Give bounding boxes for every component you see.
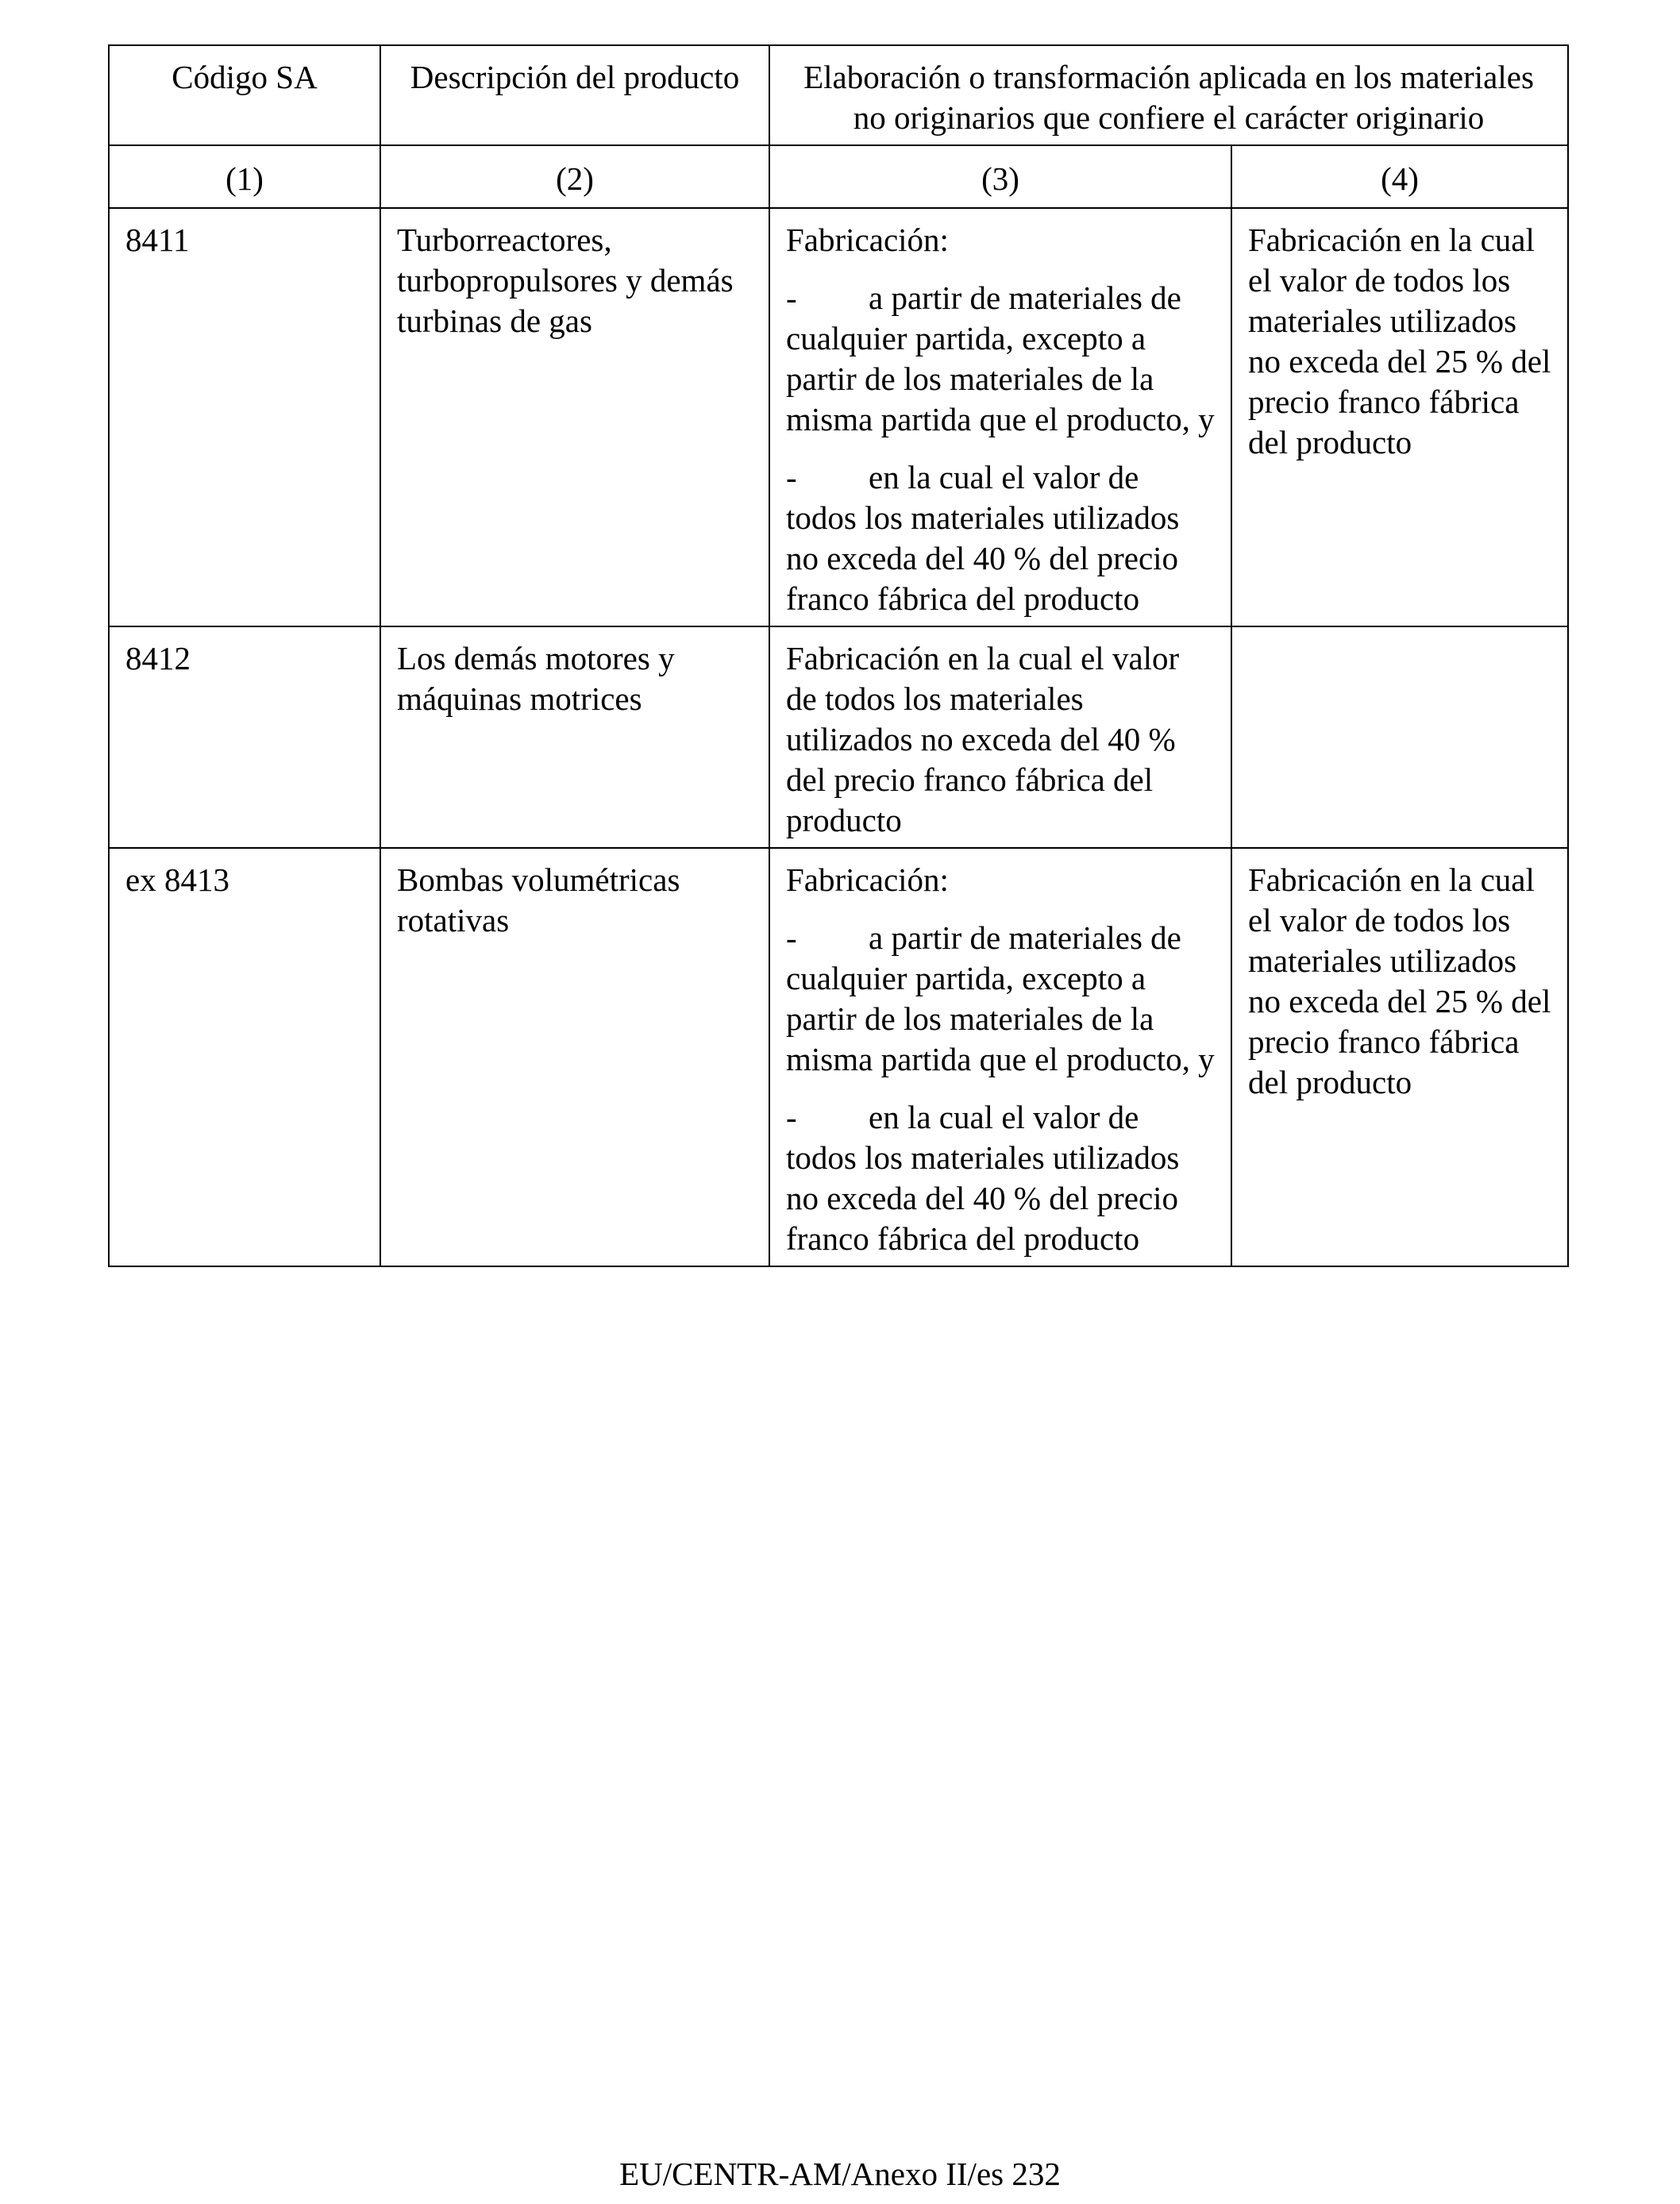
table-row (109, 848, 1568, 1266)
product-description-cell: Bombas volumétricas rotativas (380, 848, 769, 1266)
table-row (109, 626, 1568, 848)
dash-marker: - (786, 459, 797, 495)
origin-rules-table (108, 44, 1569, 1267)
hs-code-cell: 8412 (109, 626, 380, 848)
column-number-4: (4) (1231, 145, 1568, 208)
table-header-row (109, 45, 1568, 145)
alternative-rule-cell (1231, 626, 1568, 848)
dash-marker: - (786, 279, 797, 316)
hs-code-cell: 8411 (109, 208, 380, 626)
header-hs-code: Código SA (109, 45, 380, 145)
rule-item (786, 1097, 1215, 1259)
column-number-row (109, 145, 1568, 208)
page-footer: EU/CENTR-AM/Anexo II/es 232 (619, 2156, 1061, 2192)
product-description-cell: Los demás motores y máquinas motrices (380, 626, 769, 848)
hs-code-cell: ex 8413 (109, 848, 380, 1266)
dash-marker: - (786, 919, 797, 956)
alternative-rule-cell: Fabricación en la cual el valor de todos los materiales utilizados no exceda del 25 % del precio franco fábrica del producto (1231, 208, 1568, 626)
dash-marker: - (786, 1099, 797, 1135)
working-rule-cell (769, 208, 1231, 626)
rule-item-text: a partir de materiales de cualquier partida, excepto a partir de los materiales de la misma partida que el producto, y (786, 919, 1215, 1077)
rule-item (786, 457, 1215, 619)
rule-item-text: en la cual el valor de todos los materiales utilizados no exceda del 40 % del precio franco fábrica del producto (786, 1099, 1180, 1257)
header-product-description: Descripción del producto (380, 45, 769, 145)
column-number-3: (3) (769, 145, 1231, 208)
rule-intro: Fabricación: (786, 861, 949, 898)
rule-item-text: a partir de materiales de cualquier partida, excepto a partir de los materiales de la misma partida que el producto, y (786, 279, 1215, 437)
working-rule-cell (769, 848, 1231, 1266)
rule-item (786, 918, 1215, 1080)
column-number-2: (2) (380, 145, 769, 208)
working-rule-cell: Fabricación en la cual el valor de todos los materiales utilizados no exceda del 40 % del precio franco fábrica del producto (769, 626, 1231, 848)
product-description-cell: Turborreactores, turbopropulsores y demás turbinas de gas (380, 208, 769, 626)
table-row (109, 208, 1568, 626)
rule-item (786, 278, 1215, 440)
rule-item-text: en la cual el valor de todos los materiales utilizados no exceda del 40 % del precio franco fábrica del producto (786, 459, 1180, 617)
header-working-processing: Elaboración o transformación aplicada en los materiales no originarios que confiere el carácter originario (769, 45, 1568, 145)
column-number-1: (1) (109, 145, 380, 208)
rule-intro: Fabricación: (786, 222, 949, 258)
alternative-rule-cell: Fabricación en la cual el valor de todos los materiales utilizados no exceda del 25 % del precio franco fábrica del producto (1231, 848, 1568, 1266)
